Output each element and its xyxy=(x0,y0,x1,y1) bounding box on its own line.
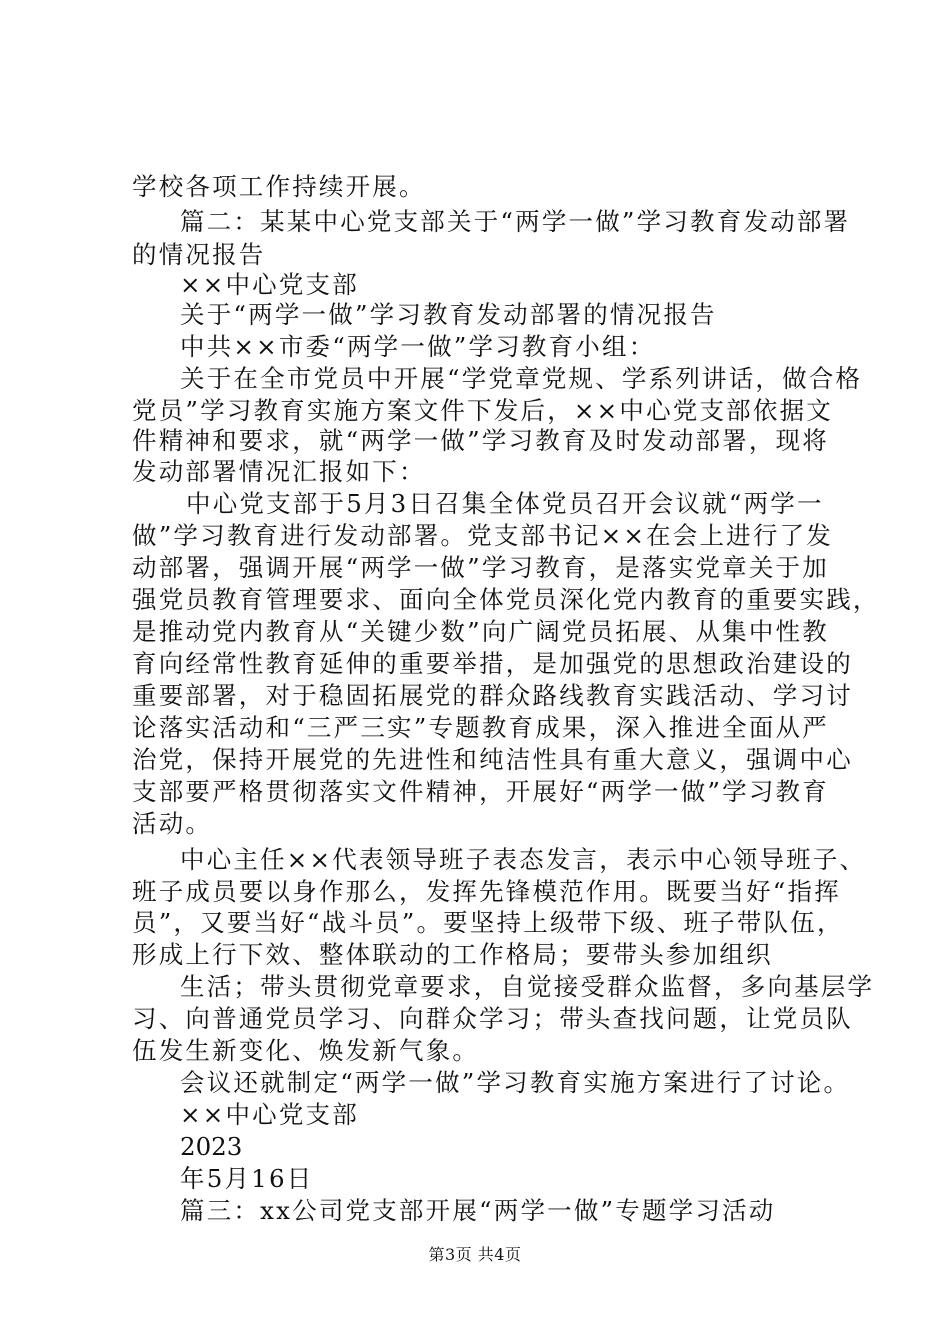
text-line-8: 党员”学习教育实施方案文件下发后，××中心党支部依据文 xyxy=(132,396,833,425)
text-line-33: 篇三：xx公司党支部开展“两学一做”专题学习活动 xyxy=(180,1196,776,1225)
text-line-24: 员”，又要当好“战斗员”。要坚持上级带下级、班子带队伍， xyxy=(132,908,844,937)
text-line-2: 篇二：某某中心党支部关于“两学一做”学习教育发动部署 xyxy=(180,207,851,236)
text-line-22: 中心主任××代表领导班子表态发言，表示中心领导班子、 xyxy=(180,845,867,874)
text-line-9: 件精神和要求，就“两学一做”学习教育及时发动部署，现将 xyxy=(132,426,829,455)
text-line-3: 的情况报告 xyxy=(132,240,266,269)
text-line-27: 习、向普通党员学习、向群众学习；带头查找问题，让党员队 xyxy=(132,1004,853,1033)
text-line-19: 治党，保持开展党的先进性和纯洁性具有重大意义，强调中心 xyxy=(132,745,853,774)
text-line-20: 支部要严格贯彻落实文件精神，开展好“两学一做”学习教育 xyxy=(132,777,829,806)
page-number-footer: 第3页 共4页 xyxy=(428,1245,522,1264)
text-line-29: 会议还就制定“两学一做”学习教育实施方案进行了讨论。 xyxy=(180,1068,851,1097)
text-line-1: 学校各项工作持续开展。 xyxy=(132,172,426,201)
text-line-16: 育向经常性教育延伸的重要举措，是加强党的思想政治建设的 xyxy=(132,649,853,678)
text-line-23: 班子成员要以身作那么，发挥先锋模范作用。既要当好“指挥 xyxy=(132,877,841,906)
text-line-11: 中心党支部于5月3日召集全体党员召开会议就“两学一 xyxy=(186,489,824,518)
text-line-30: ××中心党支部 xyxy=(180,1100,359,1129)
text-line-4: ××中心党支部 xyxy=(180,270,359,299)
text-line-7: 关于在全市党员中开展“学党章党规、学系列讲话，做合格 xyxy=(180,364,863,393)
text-line-15: 是推动党内教育从“关键少数”向广阔党员拓展、从集中性教 xyxy=(132,617,829,646)
text-line-18: 论落实活动和“三严三实”专题教育成果，深入推进全面从严 xyxy=(132,713,829,742)
text-line-13: 动部署，强调开展“两学一做”学习教育，是落实党章关于加 xyxy=(132,553,829,582)
text-line-32: 年5月16日 xyxy=(180,1164,314,1193)
text-line-21: 活动。 xyxy=(132,809,213,838)
text-line-14: 强党员教育管理要求、面向全体党员深化党内教育的重要实践， xyxy=(132,585,880,614)
text-line-10: 发动部署情况汇报如下： xyxy=(132,457,426,486)
text-line-12: 做”学习教育进行发动部署。党支部书记××在会上进行了发 xyxy=(132,521,833,550)
text-line-28: 伍发生新变化、焕发新气象。 xyxy=(132,1036,480,1065)
text-line-31: 2023 xyxy=(180,1132,243,1161)
text-line-25: 形成上行下效、整体联动的工作格局；要带头参加组织 xyxy=(132,940,773,969)
text-line-26: 生活；带头贯彻党章要求，自觉接受群众监督，多向基层学 xyxy=(180,972,875,1001)
text-line-17: 重要部署，对于稳固拓展党的群众路线教育实践活动、学习讨 xyxy=(132,681,853,710)
text-line-6: 中共××市委“两学一做”学习教育小组： xyxy=(180,332,656,361)
text-line-5: 关于“两学一做”学习教育发动部署的情况报告 xyxy=(180,300,717,329)
